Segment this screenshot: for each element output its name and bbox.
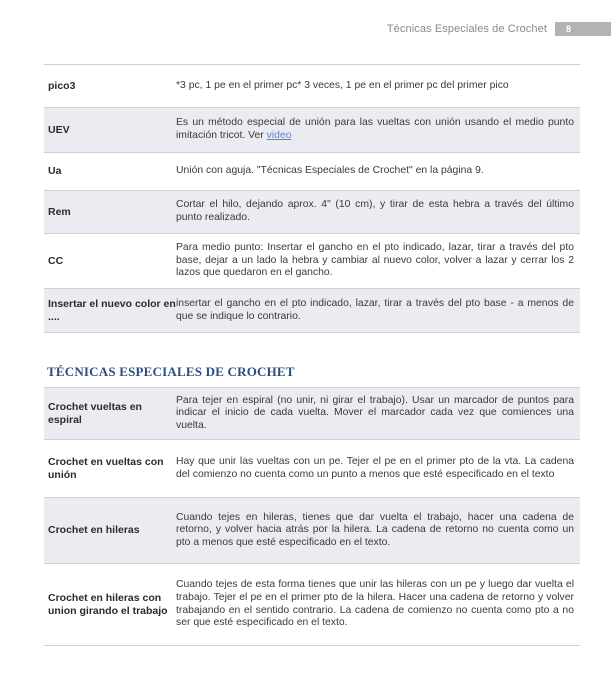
term-label: Crochet en hileras con union girando el trabajo <box>44 564 176 646</box>
table-row <box>44 108 580 153</box>
table-row <box>44 234 580 289</box>
term-label: CC <box>44 234 176 289</box>
table-row <box>44 65 580 108</box>
term-definition: insertar el gancho en el pto indicado, lazar, tirar a través del pto base - a menos de que se indique lo contrario. <box>176 289 580 333</box>
term-definition: Para tejer en espiral (no unir, ni girar el trabajo). Usar un marcador de puntos para indicar el inicio de cada vuelta. Mover el marcador cada vez que comiences una vuelta. <box>176 388 580 440</box>
table-row <box>44 289 580 333</box>
term-label: Crochet en vueltas con unión <box>44 440 176 498</box>
term-definition: Unión con aguja. "Técnicas Especiales de Crochet" en la página 9. <box>176 153 580 191</box>
page-header <box>387 22 611 36</box>
term-definition <box>176 108 580 153</box>
page-number-badge: 8 <box>555 22 611 36</box>
definition-text: Es un método especial de unión para las vueltas con unión usando el medio punto imitación tricot. Ver <box>176 117 574 141</box>
term-label: Crochet en hileras <box>44 498 176 564</box>
term-label: Rem <box>44 191 176 234</box>
term-label: pico3 <box>44 65 176 108</box>
table-row <box>44 564 580 646</box>
term-label: Insertar el nuevo color en .... <box>44 289 176 333</box>
table-row <box>44 498 580 564</box>
techniques-table <box>44 387 580 646</box>
term-definition: Cuando tejes en hileras, tienes que dar vuelta el trabajo, hacer una cadena de retorno, y volver hacia atrás por la hilera. La cadena de retorno no cuenta como un pto a menos que esté especificado en el texto. <box>176 498 580 564</box>
term-label: UEV <box>44 108 176 153</box>
table-row <box>44 191 580 234</box>
term-label: Ua <box>44 153 176 191</box>
term-label: Crochet vueltas en espiral <box>44 388 176 440</box>
abbreviations-table <box>44 64 580 333</box>
term-definition: Cuando tejes de esta forma tienes que unir las hileras con un pe y luego dar vuelta el trabajo. Tejer el pe en el primer pto de la hilera. Hacer una cadena de retorno y volver trabajando en el sentido contrario. La cadena de comienzo no cuenta como pto a no ser que esté especificado en el texto. <box>176 564 580 646</box>
table-row <box>44 440 580 498</box>
term-definition: Cortar el hilo, dejando aprox. 4" (10 cm), y tirar de esta hebra a través del último punto realizado. <box>176 191 580 234</box>
term-definition: Hay que unir las vueltas con un pe. Tejer el pe en el primer pto de la vta. La cadena del comienzo no cuenta como un punto a menos que esté especificado en el texto <box>176 440 580 498</box>
term-definition: *3 pc, 1 pe en el primer pc* 3 veces, 1 pe en el primer pc del primer pico <box>176 65 580 108</box>
header-title: Técnicas Especiales de Crochet <box>386 23 547 35</box>
section-title: TÉCNICAS ESPECIALES DE CROCHET <box>47 364 295 379</box>
video-link[interactable]: video <box>266 130 292 141</box>
table-row <box>44 153 580 191</box>
term-definition: Para medio punto: Insertar el gancho en el pto indicado, lazar, tirar a través del pto base, dejar a un lado la hebra y cambiar al nuevo color, volver a lazar y cerrar los 2 lazos que quedaron en el gancho. <box>176 234 580 289</box>
table-row <box>44 388 580 440</box>
